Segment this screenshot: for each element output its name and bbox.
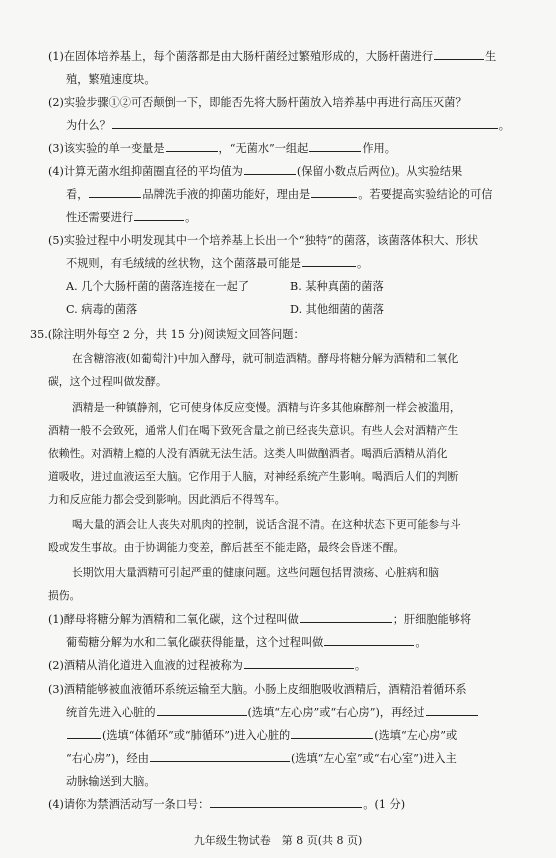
q34-s2-line2 xyxy=(66,117,510,135)
q34-s5-end: 。 xyxy=(356,257,369,270)
passage-p2-line4 xyxy=(48,468,458,485)
option-b-label: B. 某种真菌的菌落 xyxy=(290,280,384,293)
answer-blank[interactable] xyxy=(134,219,184,221)
passage-text: 长期饮用大量酒精可引起严重的健康问题。这些问题包括胃溃疡、心脏病和脑 xyxy=(72,566,440,579)
q34-s4-reliab: 。若要提高实验结论的可信 xyxy=(358,188,493,201)
q34-s2-end: 。 xyxy=(498,119,510,132)
option-d-label: D. 其他细菌的菌落 xyxy=(290,303,384,316)
q34-s4-line1 xyxy=(48,163,462,181)
q35-s2-text: (2)酒精从消化道进入血液的过程被称为 xyxy=(48,659,243,672)
q34-s3-end: 作用。 xyxy=(362,142,396,155)
passage-p3-line1 xyxy=(72,516,461,533)
q34-s1-tail: 生 xyxy=(485,50,497,63)
passage-text: 酒精是一种镇静剂，它可使身体反应变慢。酒精与许多其他麻醉剂一样会被滥用， xyxy=(72,401,461,414)
q34-s3-text: (3)该实验的单一变量是 xyxy=(48,142,165,155)
q35-s3-text: (3)酒精能够被血液循环系统运输至大脑。小肠上皮细胞吸收酒精后，酒精沿着循环系 xyxy=(48,683,467,696)
q34-s2-line1 xyxy=(48,94,467,112)
page-footer xyxy=(0,832,556,850)
answer-blank[interactable] xyxy=(89,196,141,198)
q35-s4-end: 。(1 分) xyxy=(363,798,406,811)
passage-text: 酒精一般不会致死，通常人们在喝下致死含量之前已经丧失意识。有些人会对酒精产生 xyxy=(48,424,459,437)
answer-blank[interactable] xyxy=(67,737,101,739)
q35-heading xyxy=(30,326,305,344)
q35-s1-line2 xyxy=(66,634,427,652)
q34-s5-text: (5)实验过程中小明发现其中一个培养基上长出一个“独特”的菌落，该菌落体积大、形状 xyxy=(48,234,479,247)
q34-s1-cont: 殖，繁殖速度块。 xyxy=(66,73,156,86)
q35-s4-text: (4)请你为禁酒活动写一条口号： xyxy=(48,798,210,811)
answer-blank[interactable] xyxy=(244,173,296,175)
q35-s4 xyxy=(48,796,405,814)
passage-p3-line2 xyxy=(48,539,404,556)
passage-p2-line1 xyxy=(72,399,461,416)
q35-s3-opt1: (选填“左心房”或“右心房”)，再经过 xyxy=(247,706,425,719)
answer-blank[interactable] xyxy=(244,667,354,669)
passage-text: 依赖性。对酒精上瘾的人没有酒就无法生活。这类人叫做酗酒者。喝酒后酒精从消化 xyxy=(48,447,448,460)
passage-p4-line2 xyxy=(48,587,80,604)
option-a-label: A. 几个大肠杆菌的菌落连接在一起了 xyxy=(66,280,250,293)
q35-s3-heart: 统首先进入心脏的 xyxy=(66,706,156,719)
answer-blank[interactable] xyxy=(291,737,373,739)
option-b[interactable] xyxy=(290,278,384,296)
q34-s3 xyxy=(48,140,396,158)
q34-s1-text: (1)在固体培养基上，每个菌落都是由大肠杆菌经过繁殖形成的，大肠杆菌进行 xyxy=(48,50,434,63)
q34-s4-look: 看， xyxy=(66,188,89,201)
passage-text: 碳，这个过程叫做发酵。 xyxy=(48,375,167,388)
answer-blank[interactable] xyxy=(150,760,290,762)
passage-p2-line2 xyxy=(48,422,458,439)
q34-s1-line1 xyxy=(48,48,496,66)
q35-s2-end: 。 xyxy=(354,659,367,672)
answer-blank[interactable] xyxy=(157,714,247,716)
answer-blank[interactable] xyxy=(112,127,498,129)
passage-text: 力和反应能力都会受到影响。因此酒后不得驾车。 xyxy=(48,493,286,506)
q34-s4-mid: (保留小数点后两位)。从实验结果 xyxy=(296,165,463,178)
q35-s3-line3 xyxy=(66,727,457,745)
passage-text: 损伤。 xyxy=(48,589,81,602)
passage-text: 道吸收，进过血液运至大脑。它作用于人脑，对神经系统产生影响。喝酒后人们的判断 xyxy=(48,470,459,483)
answer-blank[interactable] xyxy=(300,621,392,623)
q35-s1-text: (1)酵母将糖分解为酒精和二氧化碳，这个过程叫做 xyxy=(48,613,299,626)
passage-p1-line1 xyxy=(72,350,458,367)
q34-s5-cont: 不规则，有毛绒绒的丝状物，这个菌落最可能是 xyxy=(66,257,301,270)
answer-blank[interactable] xyxy=(324,644,414,646)
q35-s3-end: 动脉输送到大脑。 xyxy=(66,775,156,788)
option-c[interactable] xyxy=(66,301,137,319)
passage-p2-line5 xyxy=(48,491,286,508)
q34-s4-text: (4)计算无菌水组抑菌圈直径的平均值为 xyxy=(48,165,243,178)
q34-s4-line3 xyxy=(66,209,196,227)
q35-s1-end: 。 xyxy=(415,636,427,649)
footer-text: 九年级生物试卷 第 8 页(共 8 页) xyxy=(193,834,363,847)
passage-p2-line3 xyxy=(48,445,447,462)
q35-s3-line5 xyxy=(66,773,156,791)
q35-heading-text: 35.(除注明外每空 2 分，共 15 分)阅读短文回答问题： xyxy=(30,328,305,341)
passage-text: 在含糖溶液(如葡萄汁)中加入酵母，就可制造酒精。酵母将糖分解为酒精和二氧化 xyxy=(72,352,459,365)
answer-blank[interactable] xyxy=(434,58,484,60)
passage-text: 殴或发生事故。由于协调能力变差，醉后甚至不能走路，最终会昏迷不醒。 xyxy=(48,541,405,554)
answer-blank[interactable] xyxy=(166,150,218,152)
q34-s5-line2 xyxy=(66,255,368,273)
q34-s1-line2 xyxy=(66,71,156,89)
q35-s1-line1 xyxy=(48,611,471,629)
q35-s2 xyxy=(48,657,366,675)
slogan-blank[interactable] xyxy=(210,806,362,808)
q35-s3-via: “右心房”)，经由 xyxy=(66,752,149,765)
q35-s1-mid: ；肝细胞能够将 xyxy=(392,613,472,626)
q35-s3-opt2: (选填“左心房”或 xyxy=(374,729,458,742)
q35-s3-line2 xyxy=(66,704,479,722)
q34-s2-text: (2)实验步骤①②可否颠倒一下，即能否先将大肠杆菌放入培养基中再进行高压灭菌？ xyxy=(48,96,467,109)
q35-s1-cont: 葡萄糖分解为水和二氧化碳获得能量，这个过程叫做 xyxy=(66,636,324,649)
option-a[interactable] xyxy=(66,278,249,296)
option-d[interactable] xyxy=(290,301,384,319)
answer-blank[interactable] xyxy=(426,714,478,716)
q34-s4-line2 xyxy=(66,186,492,204)
q35-s3-line1 xyxy=(48,681,467,699)
q35-s3-line4 xyxy=(66,750,457,768)
passage-text: 喝大量的酒会让人丧失对肌肉的控制，说话含混不清。在这种状态下更可能参与斗 xyxy=(72,518,461,531)
answer-blank[interactable] xyxy=(302,265,356,267)
q35-s3-opt3: (选填“左心室”或“右心室”)进入主 xyxy=(290,752,457,765)
q34-s2-cont: 为什么？ xyxy=(66,119,111,132)
passage-p4-line1 xyxy=(72,564,439,581)
answer-blank[interactable] xyxy=(309,150,361,152)
q34-s4-need: 性还需要进行 xyxy=(66,211,134,224)
q34-s4-brand: 品牌洗手液的抑菌功能好，理由是 xyxy=(142,188,311,201)
q35-s3-circ: (选填“体循环”或“肺循环”)进入心脏的 xyxy=(102,729,291,742)
passage-p1-line2 xyxy=(48,373,167,390)
answer-blank[interactable] xyxy=(311,196,357,198)
q34-s5-line1 xyxy=(48,232,478,250)
q34-s3-mid: ，“无菌水”一组起 xyxy=(218,142,309,155)
option-c-label: C. 病毒的菌落 xyxy=(66,303,138,316)
q34-s4-end: 。 xyxy=(185,211,197,224)
